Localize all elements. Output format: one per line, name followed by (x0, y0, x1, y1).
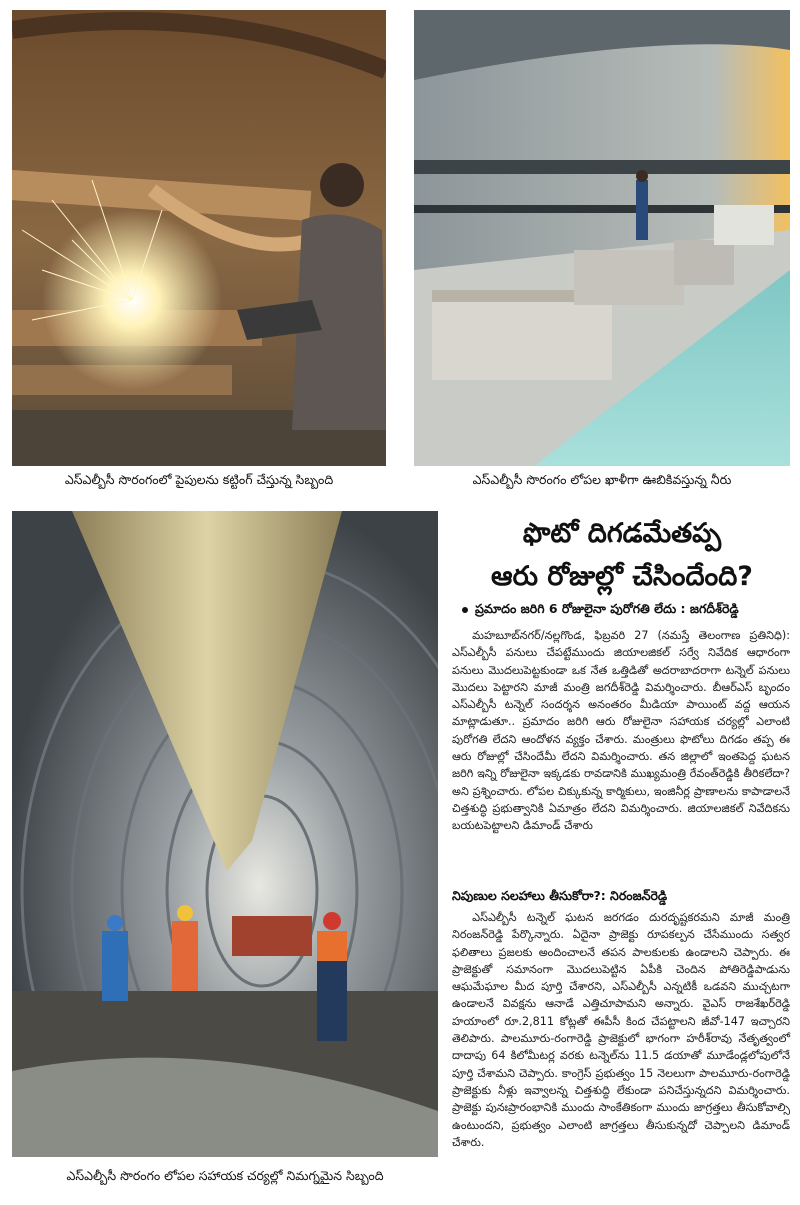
photo-rescue-workers (12, 511, 438, 1157)
article-paragraph-2: ఎస్ఎల్బీసీ టన్నెల్ ఘటన జరగడం దురదృష్టకరమని మాజీ మంత్రి నిరంజన్‌రెడ్డి పేర్కొన్నారు. ఏదైనా ప్రాజెక్టు రూపకల్పన చేసేముందు సత్వర ఫలితాలు ప్రజలకు అందించాలనే తపన పాలకులకు ఉండాలని చెప్పారు. ఈ ప్రాజెక్టుతో సమానంగా మొదలుపెట్టిన ఏపీకి చెందిన పోతిరెడ్డిపాడును ఆఘమేఘాల మీద పూర్తి చేశారని, ఎస్ఎల్బీసీ ఎన్నటికీ ఒడవని ముచ్చటగా ఉండాలనే వివక్షను ఆనాడే ఎత్తిచూపామని అన్నారు. వైఎస్ రాజశేఖర్‌రెడ్డి హయాంలో రూ.2,811 కోట్లతో ఈపీసీ కింద చేపట్టాలని జీవో-147 ఇచ్చారని తెలిపారు. పాలమూరు-రంగారెడ్డి ప్రాజెక్టులో భాగంగా హరీశ్‌రావు నేతృత్వంలో దాదాపు 64 కిలోమీటర్ల వరకు టన్నెల్‌ను 11.5 డయాతో మూడేండ్లలోపులోనే పూర్తి చేశామని చెప్పారు. కాంగ్రెస్ ప్రభుత్వం 15 నెలలుగా పాలమూరు-రంగారెడ్డి ప్రాజెక్టుకు నీళ్లు ఇవ్వాలన్న చిత్తశుద్ధి లేకుండా పనిచేస్తున్నదని విమర్శించారు. ప్రాజెక్టు పునఃప్రారంభానికి ముందు సాంకేతికంగా ముందు జాగ్రత్తలు తీసుకోవాల్సి ఉంటుందని, ప్రభుత్వం ఎలాంటి జాగ్రత్తలు తీసుకున్నదో చెప్పాలని డిమాండ్ చేశారు. (452, 911, 790, 1149)
kicker-text: ప్రమాదం జరిగి 6 రోజులైనా పురోగతి లేదు : జగదీశ్‌రెడ్డి (475, 601, 739, 616)
photo3-caption: ఎస్ఎల్బీసీ సొరంగం లోపల సహాయక చర్యల్లో నిమగ్నమైన సిబ్బంది (66, 1168, 384, 1183)
article-paragraph-1: మహబూబ్‌నగర్/నల్లగొండ, ఫిబ్రవరి 27 (నమస్తే తెలంగాణ ప్రతినిధి): ఎస్ఎల్బీసీ పనులు చేపట్టేముందు జియాలజికల్ సర్వే నివేదిక ఆధారంగా పనులు మొదలుపెట్టకుండా ఒక నేత ఒత్తిడితో అదరాబాదరాగా టన్నెల్ పనులు మొదలు పెట్టారని మాజీ మంత్రి జగదీశ్‌రెడ్డి విమర్శించారు. బీఆర్ఎస్ బృందం ఎస్ఎల్బీసీ టన్నెల్ సందర్శన అనంతరం మీడియా పాయింట్ వద్ద ఆయన మాట్లాడుతూ.. ప్రమాదం జరిగి ఆరు రోజులైనా సహాయక చర్యల్లో ఎలాంటి పురోగతి లేదని ఆందోళన వ్యక్తం చేశారు. మంత్రులు ఫొటోలు దిగడం తప్ప ఈ ఆరు రోజుల్లో చేసిందేమీ లేదని విమర్శించారు. తన జిల్లాలో ఇంతపెద్ద ఘటన జరిగి ఇన్ని రోజులైనా ఇక్కడకు రావడానికి ముఖ్యమంత్రి రేవంత్‌రెడ్డికి తీరికలేదా? అని ప్రశ్నించారు. లోపల చిక్కుకున్న కార్మికులు, ఇంజినీర్ల ప్రాణాలను కాపాడాలనే చిత్తశుద్ధి ప్రభుత్వానికి ఏమాత్రం లేదని విమర్శించారు. జియాలజికల్ నివేదికను బయటపెట్టాలని డిమాండ్ చేశారు (452, 629, 790, 833)
headline-line2: ఆరు రోజుల్లో చేసిందేంది? (491, 561, 753, 592)
photo-water-seeping (414, 10, 790, 466)
photo1-caption: ఎస్ఎల్బీసీ సొరంగంలో పైపులను కట్టింగ్ చేస్తున్న సిబ్బంది (64, 472, 334, 487)
bullet-icon (462, 607, 468, 613)
photo2-caption: ఎస్ఎల్బీసీ సొరంగం లోపల ఖాళీగా ఊబికివస్తున్న నీరు (472, 472, 732, 487)
subheading: నిపుణుల సలహాలు తీసుకోరా?: నిరంజన్‌రెడ్డి (452, 888, 668, 903)
headline-line1: ఫొటో దిగడమేతప్ప (522, 518, 722, 549)
kicker (462, 601, 792, 620)
photo-pipe-cutting (12, 10, 386, 466)
